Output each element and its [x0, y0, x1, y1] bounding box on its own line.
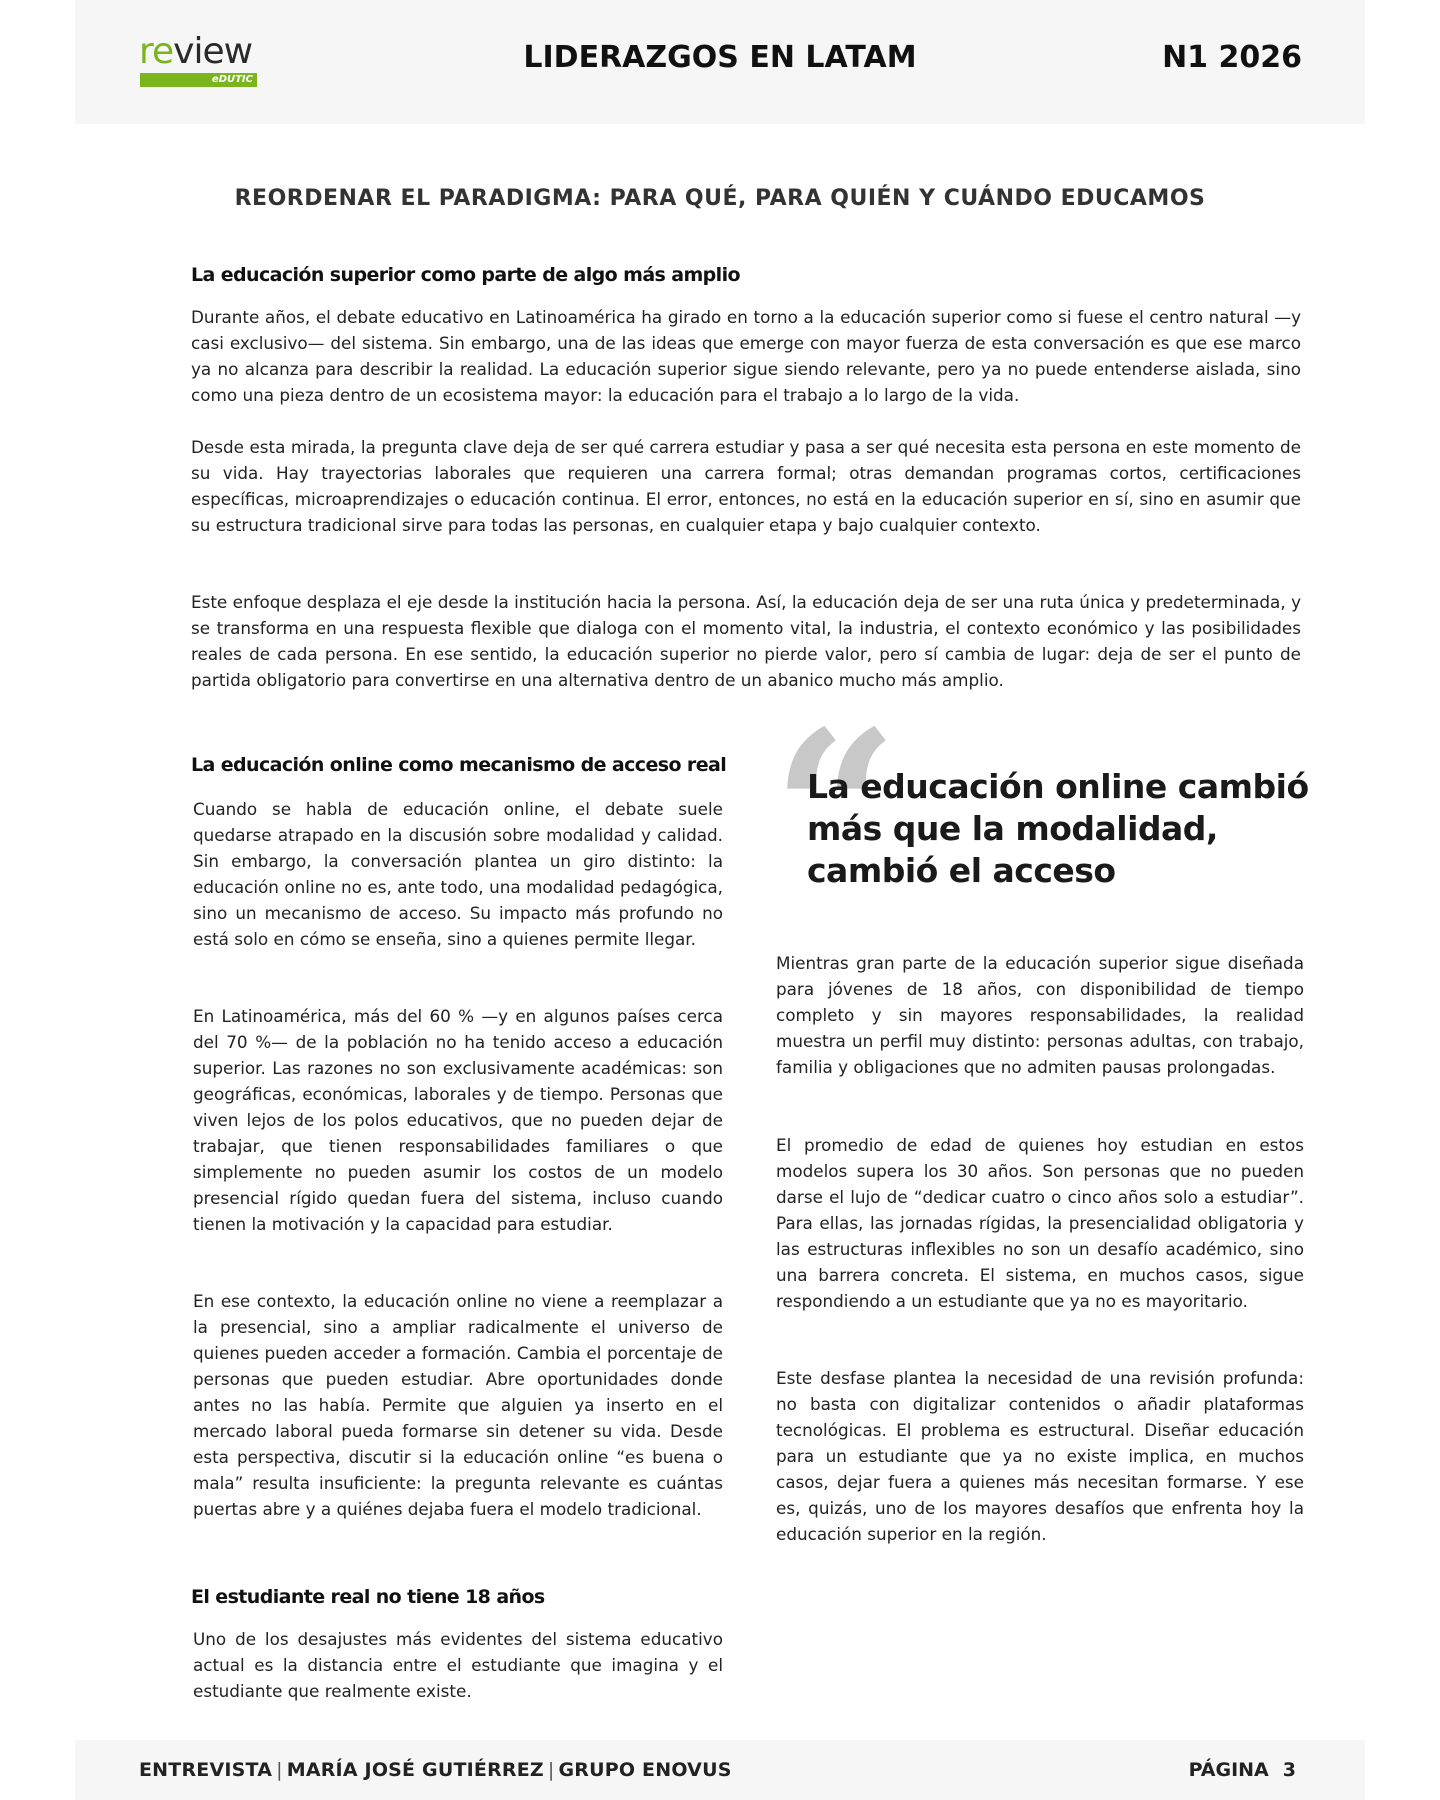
- paragraph: Mientras gran parte de la educación superior sigue diseñada para jóvenes de 18 años, con disponibilidad de tiempo completo y sin mayores responsabilidades, la realidad muestra un perfil muy distinto: personas adultas, con trabajo, familia y obligaciones que no admiten pausas prolongadas.: [776, 953, 1304, 1077]
- quote-marks-icon: “: [772, 682, 879, 941]
- article-title: REORDENAR EL PARADIGMA: PARA QUÉ, PARA QUIÉN Y CUÁNDO EDUCAMOS: [234, 186, 1206, 211]
- paragraph: En ese contexto, la educación online no viene a reemplazar a la presencial, sino a ampliar radicalmente el universo de quienes pueden acceder a formación. Cambia el porcentaje de personas que pueden estudiar. Abre oportunidades donde antes no las había. Permite que alguien ya inserto en el mercado laboral pueda formarse sin detener su vida. Desde esta perspectiva, discutir si la educación online “es buena o mala” resulta insuficiente: la pregunta relevante es cuántas puertas abre y a quiénes dejaba fuera el modelo tradicional.: [193, 1291, 723, 1519]
- review-edutic-logo[interactable]: [139, 32, 271, 90]
- paragraph: Durante años, el debate educativo en Latinoamérica ha girado en torno a la educación superior como si fuese el centro natural —y casi exclusivo— del sistema. Sin embargo, una de las ideas que emerge con mayor fuerza de esta conversación es que ese marco ya no alcanza para describir la realidad. La educación superior sigue siendo relevante, pero ya no puede entenderse aislada, sino como una pieza dentro de un ecosistema mayor: la educación para el trabajo a lo largo de la vida.: [191, 307, 1301, 405]
- page-indicator: [1189, 1756, 1296, 1784]
- page-label: PÁGINA: [1188, 1759, 1269, 1781]
- footer-section: ENTREVISTA: [139, 1759, 273, 1781]
- paragraph: Este desfase plantea la necesidad de una revisión profunda: no basta con digitalizar contenidos o añadir plataformas tecnológicas. El problema es estructural. Diseñar educación para un estudiante que ya no existe implica, en muchos casos, dejar fuera a quienes más necesitan formarse. Y ese es, quizás, uno de los mayores desafíos que enfrenta hoy la educación superior en la región.: [776, 1368, 1304, 1544]
- logo-wordmark: review: [139, 31, 253, 72]
- paragraph: En Latinoamérica, más del 60 % —y en algunos países cerca del 70 %— de la población no ha tenido acceso a educación superior. Las razones no son exclusivamente académicas: son geográficas, económicas, laborales y de tiempo. Personas que viven lejos de los polos educativos, que no pueden dejar de trabajar, que tienen responsabilidades familiares o que simplemente no pueden asumir los costos de un modelo presencial rígido quedan fuera del sistema, incluso cuando tienen la motivación y la capacidad para estudiar.: [193, 1006, 723, 1234]
- pull-quote: La educación online cambió más que la modalidad, cambió el acceso: [807, 767, 1309, 890]
- footer-credits: [139, 1756, 732, 1784]
- footer-author: MARÍA JOSÉ GUTIÉRREZ: [286, 1759, 544, 1781]
- logo-subbrand: eDUTIC: [140, 73, 257, 87]
- page-footer: [75, 1740, 1365, 1800]
- page-number: 3: [1282, 1759, 1296, 1781]
- paragraph: Uno de los desajustes más evidentes del sistema educativo actual es la distancia entre el estudiante que imagina y el estudiante que realmente existe.: [193, 1629, 723, 1701]
- footer-organization: GRUPO ENOVUS: [558, 1759, 732, 1781]
- paragraph: El promedio de edad de quienes hoy estudian en estos modelos supera los 30 años. Son personas que no pueden darse el lujo de “dedicar cuatro o cinco años solo a estudiar”. Para ellas, las jornadas rígidas, la presencialidad obligatoria y las estructuras inflexibles no son un desafío académico, sino una barrera concreta. El sistema, en muchos casos, sigue respondiendo a un estudiante que ya no es mayoritario.: [776, 1135, 1304, 1311]
- header-title: LIDERAZGOS EN LATAM: [523, 40, 917, 75]
- issue-number: N1 2026: [1162, 40, 1302, 75]
- section-heading-education-superior: La educación superior como parte de algo más amplio: [191, 264, 740, 286]
- paragraph: Este enfoque desplaza el eje desde la institución hacia la persona. Así, la educación deja de ser una ruta única y predeterminada, y se transforma en una respuesta flexible que dialoga con el momento vital, la industria, el contexto económico y las posibilidades reales de cada persona. En ese sentido, la educación superior no pierde valor, pero sí cambia de lugar: deja de ser el punto de partida obligatorio para convertirse en una alternativa dentro de un abanico mucho más amplio.: [191, 592, 1301, 690]
- divider: |: [276, 1759, 283, 1781]
- page-header: [75, 0, 1365, 124]
- section-heading-online-access: La educación online como mecanismo de acceso real: [191, 754, 727, 776]
- section-heading-real-student: El estudiante real no tiene 18 años: [191, 1586, 545, 1608]
- paragraph: Desde esta mirada, la pregunta clave deja de ser qué carrera estudiar y pasa a ser qué necesita esta persona en este momento de su vida. Hay trayectorias laborales que requieren una carrera formal; otras demandan programas cortos, certificaciones específicas, microaprendizajes o educación continua. El error, entonces, no está en la educación superior en sí, sino en asumir que su estructura tradicional sirve para todas las personas, en cualquier etapa y bajo cualquier contexto.: [191, 437, 1301, 535]
- paragraph: Cuando se habla de educación online, el debate suele quedarse atrapado en la discusión sobre modalidad y calidad. Sin embargo, la conversación plantea un giro distinto: la educación online no es, ante todo, una modalidad pedagógica, sino un mecanismo de acceso. Su impacto más profundo no está solo en cómo se enseña, sino a quienes permite llegar.: [193, 799, 723, 949]
- divider: |: [547, 1759, 555, 1781]
